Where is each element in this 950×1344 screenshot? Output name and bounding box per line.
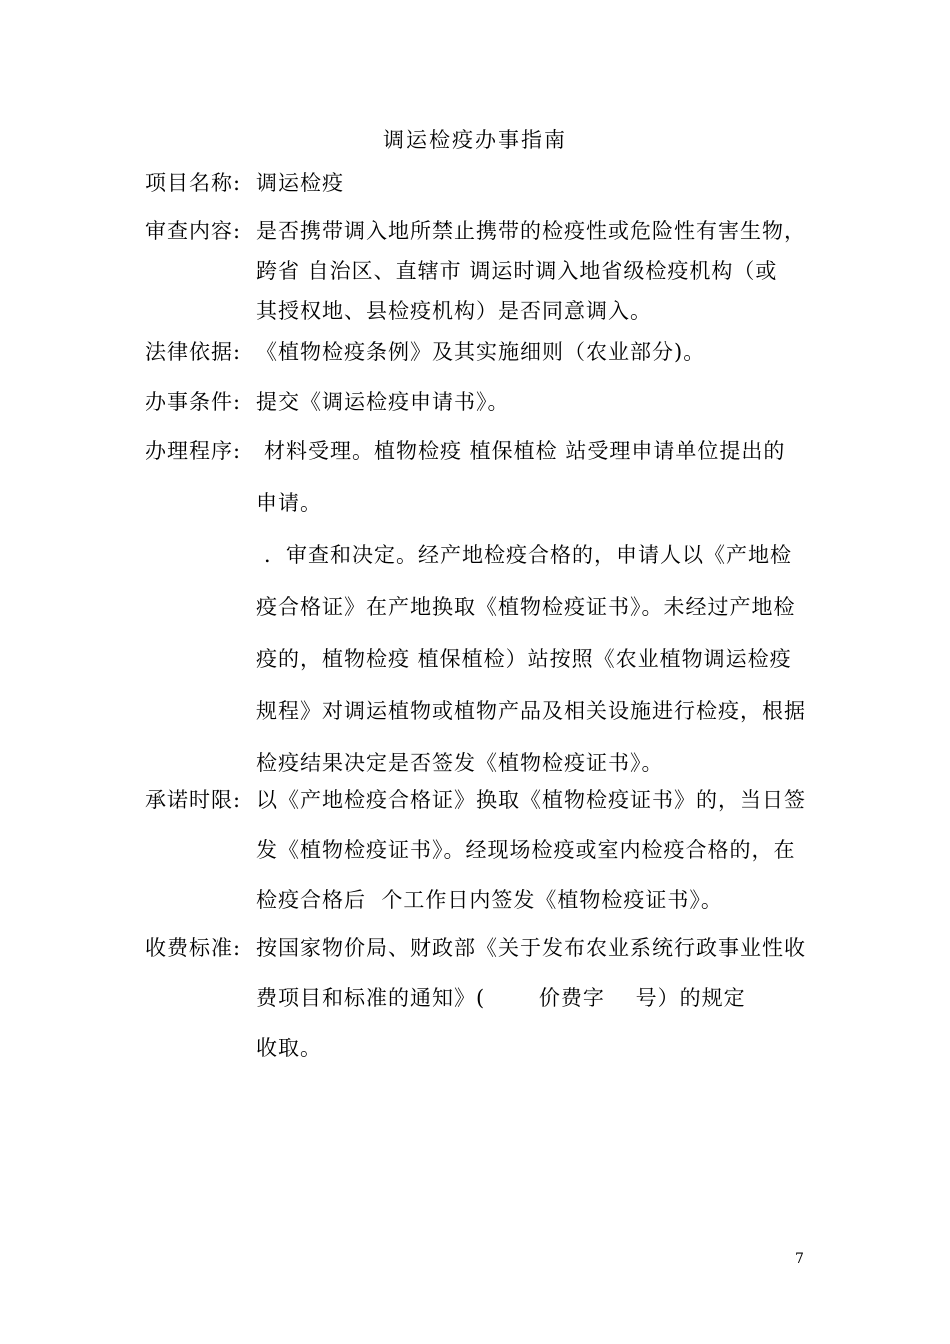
section-content <box>256 336 806 368</box>
content-line: 调运检疫 <box>256 171 344 195</box>
section-content <box>256 784 806 916</box>
section-label: 承诺时限: <box>145 788 242 812</box>
content-line: 《植物检疫条例》及其实施细则（农业部分)。 <box>256 340 706 364</box>
content-line: 以《产地检疫合格证》换取《植物检疫证书》的，当日签 <box>256 788 806 812</box>
content-line: ．审查和决定。经产地检疫合格的，申请人以《产地检 <box>264 543 792 567</box>
content-line: 其授权地、县检疫机构）是否同意调入。 <box>256 299 652 323</box>
section-label: 办理程序: <box>145 439 242 463</box>
page-title: 调运检疫办事指南 <box>383 128 567 152</box>
content-line: 检疫结果决定是否签发《植物检疫证书》。 <box>256 751 664 775</box>
section-content <box>256 932 806 1064</box>
section-label: 审查内容: <box>145 219 242 243</box>
section-content <box>256 435 806 779</box>
content-line: 材料受理。植物检疫 植保植检 站受理申请单位提出的 <box>264 439 786 463</box>
content-line: 跨省 自治区、直辖市 调运时调入地省级检疫机构（或 <box>256 259 778 283</box>
content-line: 提交《调运检疫申请书》。 <box>256 390 510 414</box>
section-content <box>256 386 806 418</box>
page-number: 7 <box>795 1251 804 1267</box>
content-line: 申请。 <box>256 491 322 515</box>
content-line: 是否携带调入地所禁止携带的检疫性或危险性有害生物， <box>256 219 806 243</box>
content-line: 发《植物检疫证书》。经现场检疫或室内检疫合格的，在 <box>256 838 796 862</box>
content-line: 疫的，植物检疫 植保植检）站按照《农业植物调运检疫 <box>256 647 792 671</box>
section-label: 项目名称: <box>145 171 242 195</box>
section-content <box>256 167 806 199</box>
section-label: 收费标准: <box>145 936 242 960</box>
content-line: 按国家物价局、财政部《关于发布农业系统行政事业性收 <box>256 936 806 960</box>
content-line: 检疫合格后 个工作日内签发《植物检疫证书》。 <box>256 888 723 912</box>
section-content <box>256 215 806 327</box>
section-label: 办事条件: <box>145 390 242 414</box>
content-line: 费项目和标准的通知》( 价费字 号）的规定 <box>256 986 746 1010</box>
section-label: 法律依据: <box>145 340 242 364</box>
content-line: 收取。 <box>256 1036 322 1060</box>
content-line: 规程》对调运植物或植物产品及相关设施进行检疫，根据 <box>256 699 806 723</box>
content-line: 疫合格证》在产地换取《植物检疫证书》。未经过产地检 <box>256 595 796 619</box>
